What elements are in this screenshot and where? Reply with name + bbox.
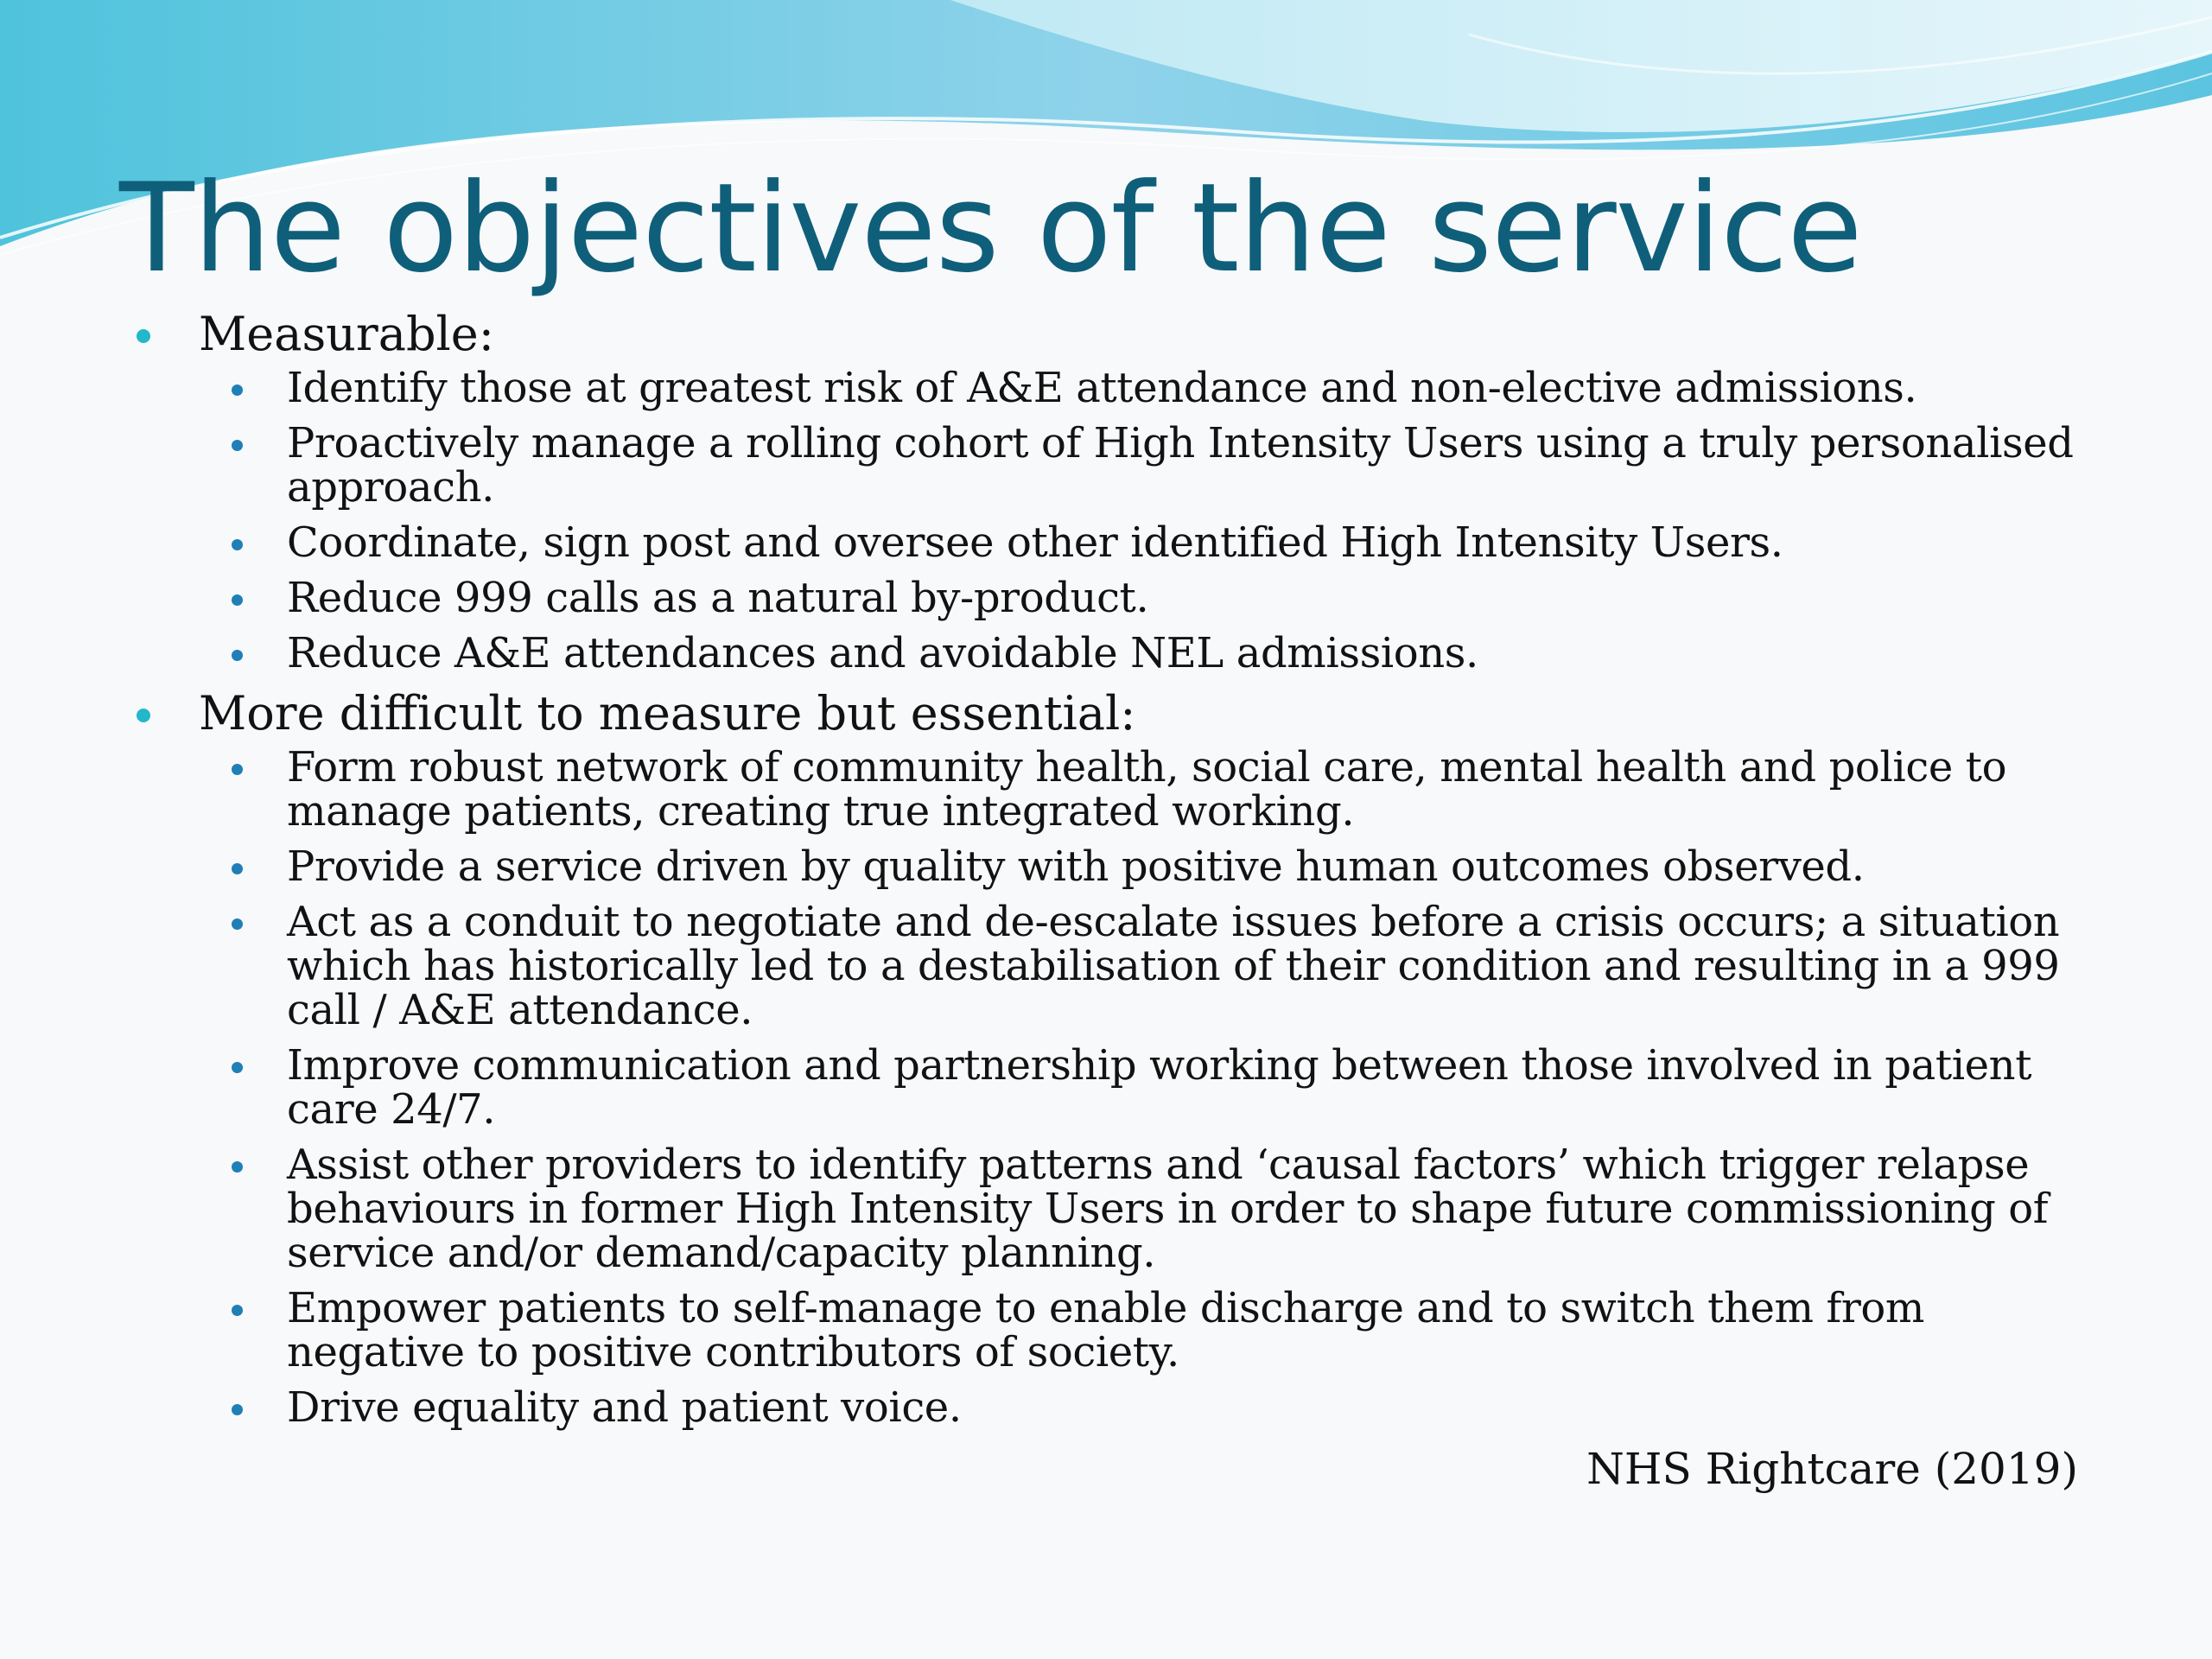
list-item-text: Empower patients to self-manage to enable discharge and to switch them from negative to positive contributors of society. [287,1284,1924,1376]
objectives-list [137,308,2089,1441]
slide-title: The objectives of the service [119,157,1862,300]
list-item-text: Assist other providers to identify patterns and ‘causal factors’ which trigger relapse behaviours in former High Intensity Users in order to shape future commissioning of service and/or demand/capacity planning. [287,1141,2049,1277]
list-item [137,1383,2089,1432]
bullet-icon [232,385,243,396]
section-heading-text: Measurable: [199,307,494,361]
section-heading-difficult [137,687,2089,741]
list-item [137,419,2089,512]
citation: NHS Rightcare (2019) [1586,1444,2078,1494]
list-item [137,576,2089,620]
list-item [137,1041,2089,1134]
list-item-text: Form robust network of community health, social care, mental health and police to manage patients, creating true integrated working. [287,743,2007,836]
bullet-icon [232,1404,243,1415]
bullet-icon [232,539,243,550]
bullet-icon [232,863,243,874]
list-item [137,629,2089,677]
list-item-text: Provide a service driven by quality with positive human outcomes observed. [287,842,1865,891]
list-item [137,518,2089,567]
bullet-icon [232,1062,243,1073]
list-item [137,900,2089,1033]
bullet-icon [232,650,243,661]
section-heading-text: More difficult to measure but essential: [199,686,1136,741]
list-item-text: Improve communication and partnership working between those involved in patient care 24/7. [287,1041,2032,1134]
list-item-text: Identify those at greatest risk of A&E attendance and non-elective admissions. [287,364,1917,412]
list-item-text: Reduce 999 calls as a natural by-product. [287,574,1149,622]
bullet-icon [232,594,243,606]
list-item-text: Act as a conduit to negotiate and de-escalate issues before a crisis occurs; a situation which has historically led to a destabilisation of their condition and resulting in a 999 call / A&E attendance. [287,898,2060,1034]
bullet-icon [137,709,150,722]
list-item [137,743,2089,836]
list-item [137,1284,2089,1376]
list-item-text: Reduce A&E attendances and avoidable NEL admissions. [287,629,1478,677]
list-item [137,842,2089,891]
bullet-icon [232,1305,243,1316]
list-item [137,366,2089,410]
bullet-icon [137,329,150,343]
list-item-text: Drive equality and patient voice. [287,1383,962,1432]
list-item-text: Proactively manage a rolling cohort of High Intensity Users using a truly personalised approach. [287,419,2074,512]
section-heading-measurable [137,308,2089,361]
bullet-icon [232,1161,243,1173]
bullet-icon [232,440,243,451]
bullet-icon [232,764,243,775]
bullet-icon [232,918,243,930]
list-item [137,1143,2089,1275]
list-item-text: Coordinate, sign post and oversee other identified High Intensity Users. [287,518,1783,567]
